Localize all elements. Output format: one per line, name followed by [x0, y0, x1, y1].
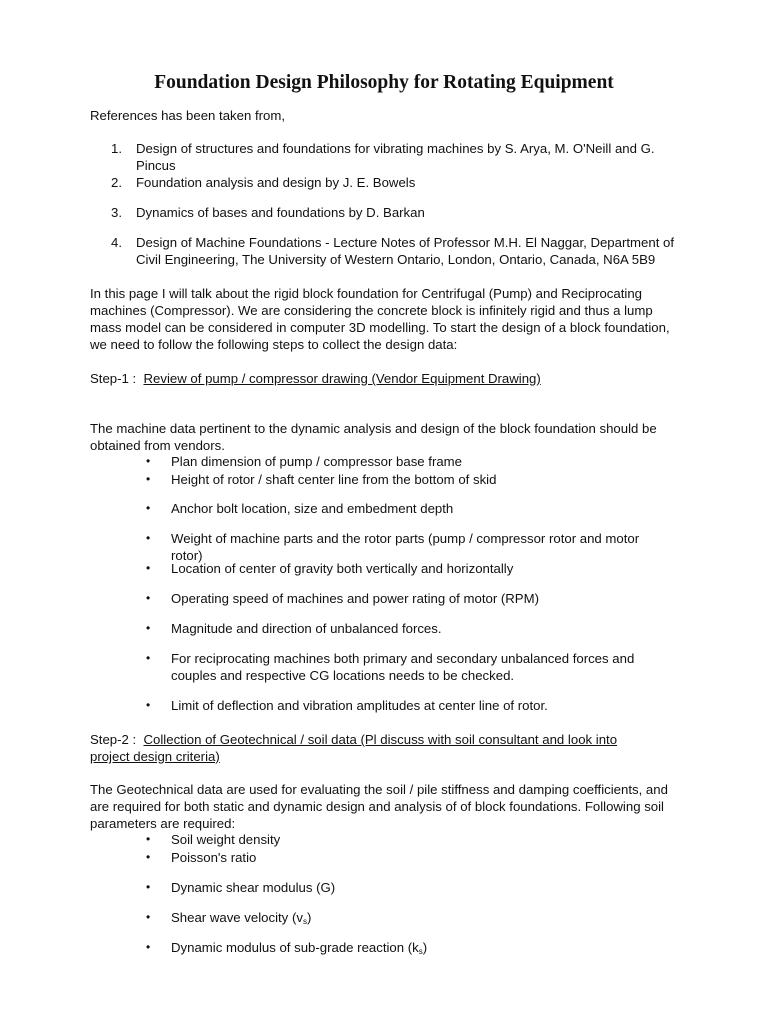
list-item: Anchor bolt location, size and embedment depth [171, 501, 454, 516]
list-item: For reciprocating machines both primary and secondary unbalanced forces and couples and respective CG locations needs to be checked. [171, 651, 635, 683]
bullet-icon: • [146, 472, 151, 486]
list-item: Dynamic shear modulus (G) [171, 880, 336, 895]
machine-data-paragraph: The machine data pertinent to the dynamic analysis and design of the block foundation should be obtained from vendors. [90, 421, 657, 453]
list-item: Location of center of gravity both vertically and horizontally [171, 561, 514, 576]
bullet-icon: • [146, 591, 151, 605]
reference-number: 4. [111, 235, 122, 250]
page-title: Foundation Design Philosophy for Rotating Equipment [154, 72, 614, 93]
bullet-icon: • [146, 621, 151, 635]
list-item-text: Dynamic modulus of sub-grade reaction (k [171, 940, 419, 955]
bullet-icon: • [146, 940, 151, 954]
list-item: Operating speed of machines and power rating of motor (RPM) [171, 591, 539, 606]
reference-number: 3. [111, 205, 122, 220]
step2-heading: Collection of Geotechnical / soil data (Pl discuss with soil consultant and look into project design criteria) [90, 732, 618, 764]
list-item: Magnitude and direction of unbalanced forces. [171, 621, 442, 636]
references-intro: References has been taken from, [90, 108, 285, 123]
bullet-icon: • [146, 651, 151, 665]
list-item [171, 939, 671, 956]
list-item: Height of rotor / shaft center line from the bottom of skid [171, 472, 497, 487]
bullet-icon: • [146, 832, 151, 846]
bullet-icon: • [146, 910, 151, 924]
reference-item: Dynamics of bases and foundations by D. Barkan [136, 205, 425, 220]
bullet-icon: • [146, 850, 151, 864]
list-item: Soil weight density [171, 832, 281, 847]
bullet-icon: • [146, 531, 151, 545]
reference-number: 2. [111, 175, 122, 190]
list-item-text-end: ) [306, 910, 312, 925]
reference-item: Design of structures and foundations for vibrating machines by S. Arya, M. O'Neill and G. Pincus [136, 141, 655, 173]
step1-label: Step-1 : [90, 371, 137, 386]
list-item [171, 909, 671, 926]
step1-line [90, 370, 690, 387]
list-item: Weight of machine parts and the rotor parts (pump / compressor rotor and motor rotor) [171, 531, 640, 563]
reference-item: Design of Machine Foundations - Lecture Notes of Professor M.H. El Naggar, Department of Civil Engineering, The University of Western Ontario, London, Ontario, Canada, N6A 5B9 [136, 235, 675, 267]
list-item: Limit of deflection and vibration amplitudes at center line of rotor. [171, 698, 548, 713]
bullet-icon: • [146, 561, 151, 575]
list-item: Poisson's ratio [171, 850, 257, 865]
subscript: s [418, 947, 423, 956]
reference-number: 1. [111, 141, 122, 156]
bullet-icon: • [146, 880, 151, 894]
list-item-text: Shear wave velocity (v [171, 910, 303, 925]
subscript: s [302, 917, 307, 926]
geotechnical-paragraph: The Geotechnical data are used for evaluating the soil / pile stiffness and damping coefficients, and are required for both static and dynamic design and analysis of of block foundations. Following soil parameters are required: [90, 782, 668, 831]
step2-label: Step-2 : [90, 732, 137, 747]
list-item: Plan dimension of pump / compressor base frame [171, 454, 462, 469]
step1-heading: Review of pump / compressor drawing (Vendor Equipment Drawing) [143, 371, 541, 386]
bullet-icon: • [146, 454, 151, 468]
bullet-icon: • [146, 501, 151, 515]
bullet-icon: • [146, 698, 151, 712]
reference-item: Foundation analysis and design by J. E. Bowels [136, 175, 416, 190]
step2-line [90, 731, 660, 765]
intro-paragraph: In this page I will talk about the rigid block foundation for Centrifugal (Pump) and Reciprocating machines (Compressor). We are considering the concrete block is infinitely rigid and thus a lump mass model can be considered in computer 3D modelling. To start the design of a block foundation, we need to follow the following steps to collect the design data: [90, 286, 670, 352]
list-item-text-end: ) [422, 940, 428, 955]
